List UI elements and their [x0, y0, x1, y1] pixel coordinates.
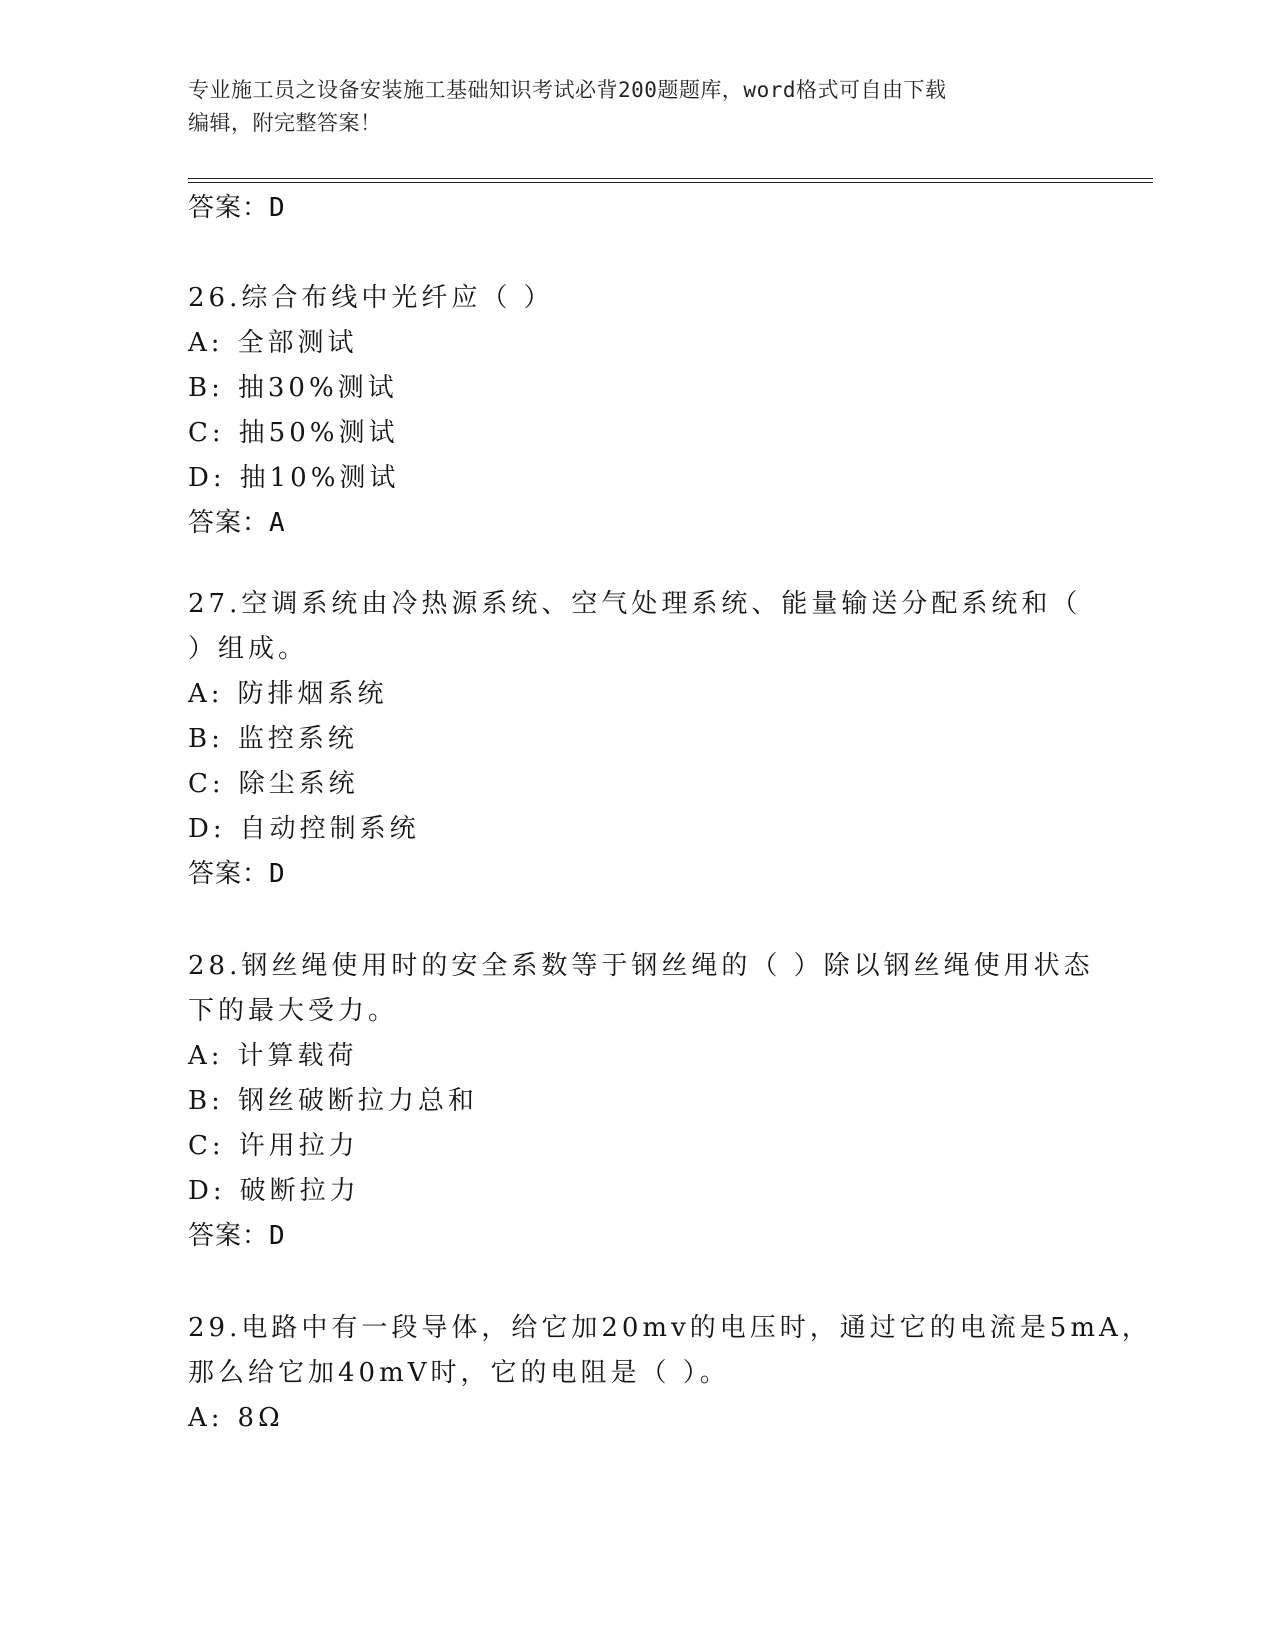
question-27	[188, 582, 1088, 897]
option-b	[188, 1079, 1088, 1124]
answer-line: 答案：D	[188, 1221, 286, 1251]
option-text: 抽50%测试	[238, 418, 399, 448]
option-c	[188, 411, 1088, 456]
header-title-line-2: 编辑，附完整答案！	[188, 111, 382, 135]
option-label: D:	[188, 1176, 226, 1206]
option-label: A:	[188, 328, 224, 358]
option-text: 抽10%测试	[239, 463, 400, 493]
question-stem-line-2: 那么给它加40mV时，它的电阻是（ ）。	[188, 1358, 730, 1388]
document-header	[188, 74, 1088, 140]
option-label: A:	[188, 679, 224, 709]
option-d	[188, 1169, 1088, 1214]
option-text: 许用拉力	[238, 1131, 359, 1161]
option-text: 除尘系统	[238, 769, 359, 799]
answer-line: 答案：A	[188, 508, 286, 538]
question-stem-line-1: 28.钢丝绳使用时的安全系数等于钢丝绳的（ ）除以钢丝绳使用状态	[188, 951, 1094, 981]
question-stem: 26.综合布线中光纤应（ ）	[188, 283, 554, 313]
option-a	[188, 1034, 1088, 1079]
option-label: D:	[188, 463, 226, 493]
option-label: C:	[188, 769, 225, 799]
answer-prev-question	[188, 186, 1088, 231]
option-label: C:	[188, 1131, 225, 1161]
option-c	[188, 762, 1088, 807]
header-divider-top	[188, 178, 1153, 179]
question-stem-line-1: 29.电路中有一段导体，给它加20mv的电压时，通过它的电流是5mA，	[188, 1313, 1152, 1343]
option-a	[188, 672, 1088, 717]
answer-line: 答案：D	[188, 859, 286, 889]
option-label: A:	[188, 1041, 224, 1071]
option-b	[188, 717, 1088, 762]
option-label: B:	[188, 373, 224, 403]
option-text: 抽30%测试	[237, 373, 398, 403]
option-text: 8Ω	[237, 1403, 284, 1433]
option-d	[188, 807, 1088, 852]
header-title-line-1: 专业施工员之设备安装施工基础知识考试必背200题题库，word格式可自由下载	[188, 78, 947, 102]
question-stem-line-1: 27.空调系统由冷热源系统、空气处理系统、能量输送分配系统和（	[188, 589, 1082, 619]
option-text: 自动控制系统	[239, 814, 420, 844]
option-text: 破断拉力	[239, 1176, 360, 1206]
option-label: A:	[188, 1403, 224, 1433]
option-label: C:	[188, 418, 225, 448]
option-a	[188, 1396, 1088, 1441]
question-28	[188, 944, 1094, 1259]
option-b	[188, 366, 1088, 411]
option-label: B:	[188, 724, 224, 754]
header-divider-bottom	[188, 182, 1153, 183]
question-stem-line-2: 下的最大受力。	[188, 996, 399, 1026]
option-label: D:	[188, 814, 226, 844]
question-stem-line-2: ）组成。	[188, 634, 309, 664]
option-d	[188, 456, 1088, 501]
question-29	[188, 1306, 1152, 1441]
option-text: 防排烟系统	[237, 679, 388, 709]
option-label: B:	[188, 1086, 224, 1116]
option-text: 全部测试	[237, 328, 358, 358]
option-text: 监控系统	[237, 724, 358, 754]
option-c	[188, 1124, 1088, 1169]
option-a	[188, 321, 1088, 366]
answer-line: 答案：D	[188, 193, 286, 223]
option-text: 计算载荷	[237, 1041, 358, 1071]
option-text: 钢丝破断拉力总和	[237, 1086, 478, 1116]
question-26	[188, 276, 1088, 546]
